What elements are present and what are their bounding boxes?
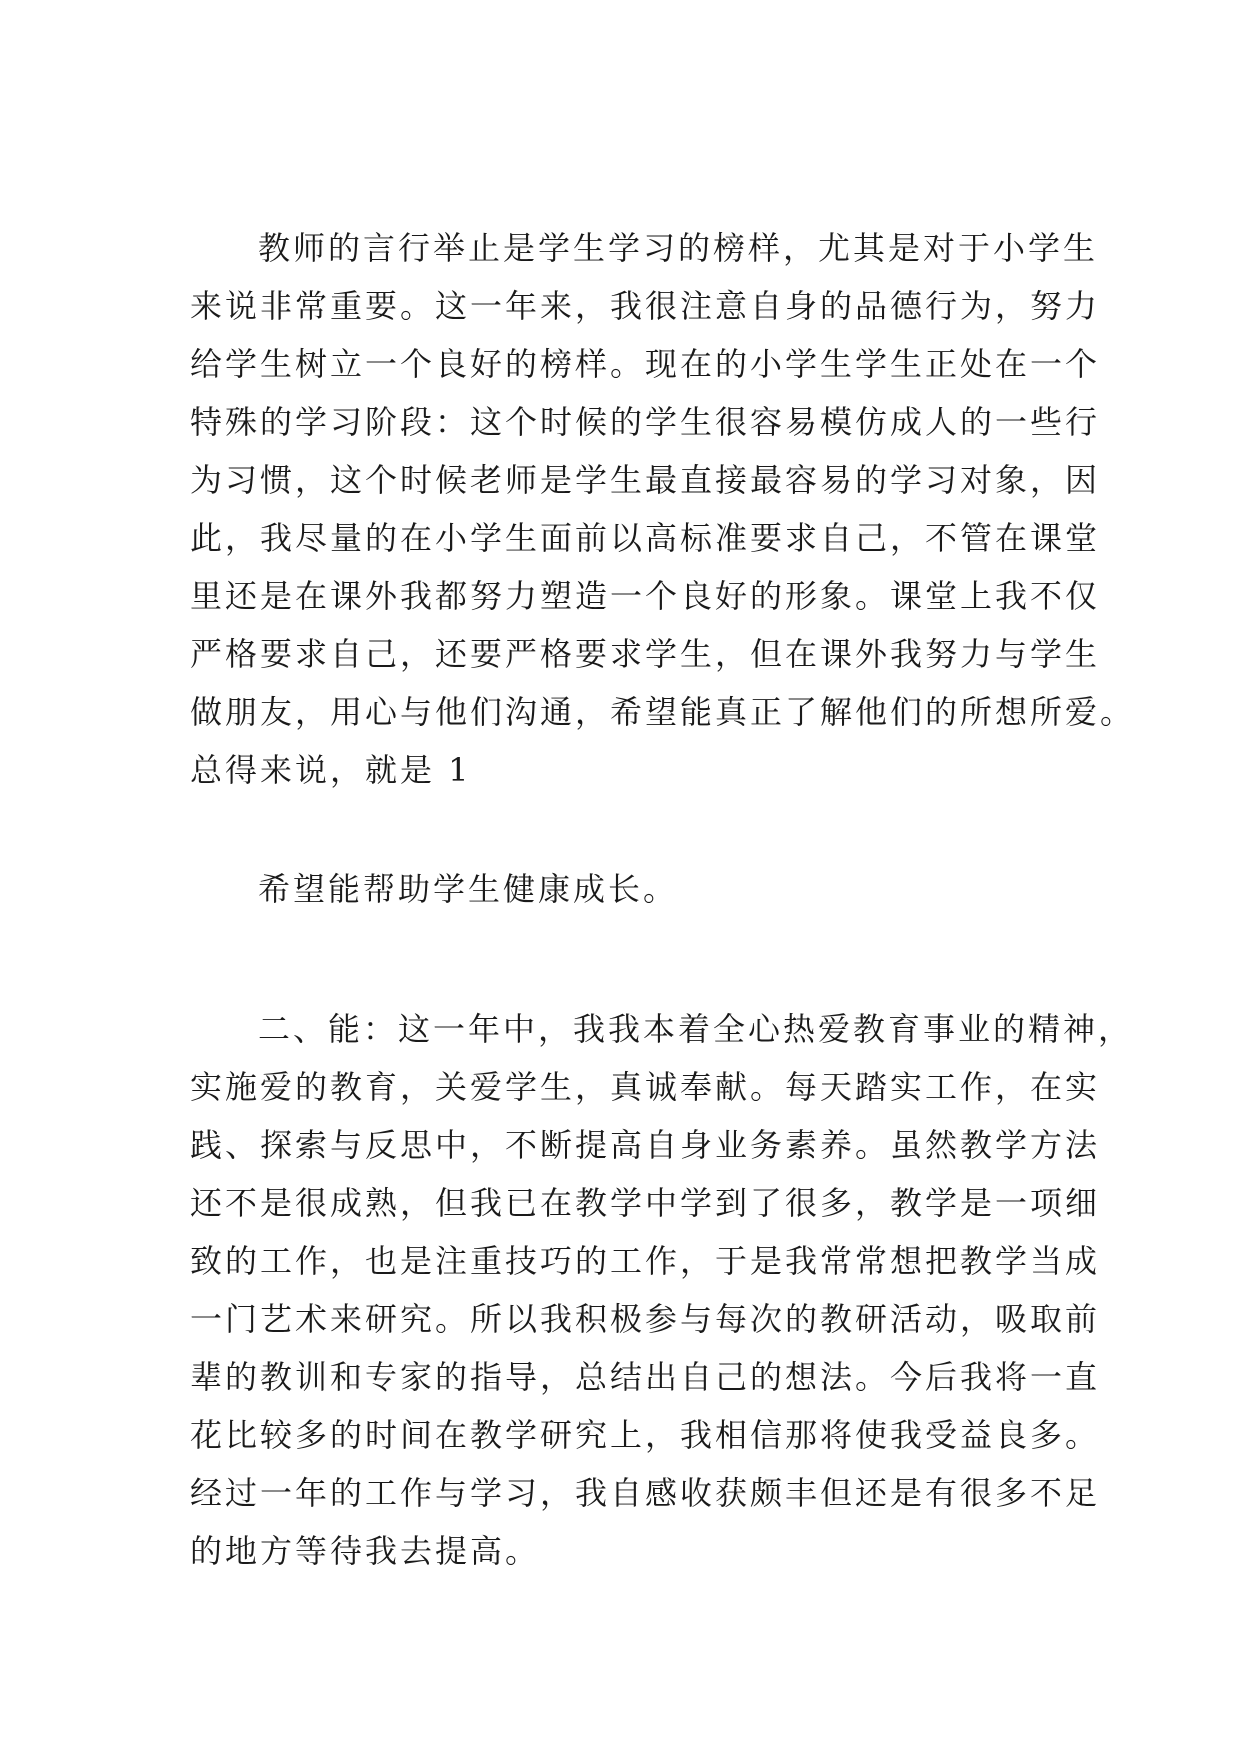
paragraph-line: 二、能：这一年中，我我本着全心热爱教育事业的精神， <box>258 1010 1134 1048</box>
paragraph-line: 还不是很成熟，但我已在教学中学到了很多，教学是一项细 <box>190 1184 1101 1222</box>
paragraph-line: 特殊的学习阶段：这个时候的学生很容易模仿成人的一些行 <box>190 403 1101 441</box>
paragraph-line: 花比较多的时间在教学研究上，我相信那将使我受益良多。 <box>190 1416 1101 1454</box>
paragraph-line: 一门艺术来研究。所以我积极参与每次的教研活动，吸取前 <box>190 1300 1101 1338</box>
paragraph-line: 希望能帮助学生健康成长。 <box>258 870 679 908</box>
paragraph-line: 的地方等待我去提高。 <box>190 1532 541 1570</box>
paragraph-line: 为习惯，这个时候老师是学生最直接最容易的学习对象，因 <box>190 461 1101 499</box>
paragraph-line: 辈的教训和专家的指导，总结出自己的想法。今后我将一直 <box>190 1358 1101 1396</box>
paragraph-section-two-ability <box>190 1000 1134 1580</box>
paragraph-line: 给学生树立一个良好的榜样。现在的小学生学生正处在一个 <box>190 345 1101 383</box>
paragraph-line: 此，我尽量的在小学生面前以高标准要求自己，不管在课堂 <box>190 519 1101 557</box>
paragraph-healthy-growth <box>190 860 1070 918</box>
paragraph-line: 做朋友，用心与他们沟通，希望能真正了解他们的所想所爱。 <box>190 693 1136 731</box>
paragraph-line: 总得来说，就是 1 <box>190 751 472 789</box>
paragraph-line: 实施爱的教育，关爱学生，真诚奉献。每天踏实工作，在实 <box>190 1068 1101 1106</box>
paragraph-line: 严格要求自己，还要严格要求学生，但在课外我努力与学生 <box>190 635 1101 673</box>
paragraph-line: 里还是在课外我都努力塑造一个良好的形象。课堂上我不仅 <box>190 577 1101 615</box>
paragraph-line: 践、探索与反思中，不断提高自身业务素养。虽然教学方法 <box>190 1126 1101 1164</box>
paragraph-line: 经过一年的工作与学习，我自感收获颇丰但还是有很多不足 <box>190 1474 1101 1512</box>
paragraph-line: 教师的言行举止是学生学习的榜样，尤其是对于小学生 <box>258 229 1099 267</box>
paragraph-teacher-role-model <box>190 219 1136 799</box>
paragraph-line: 来说非常重要。这一年来，我很注意自身的品德行为，努力 <box>190 287 1101 325</box>
paragraph-line: 致的工作，也是注重技巧的工作，于是我常常想把教学当成 <box>190 1242 1101 1280</box>
